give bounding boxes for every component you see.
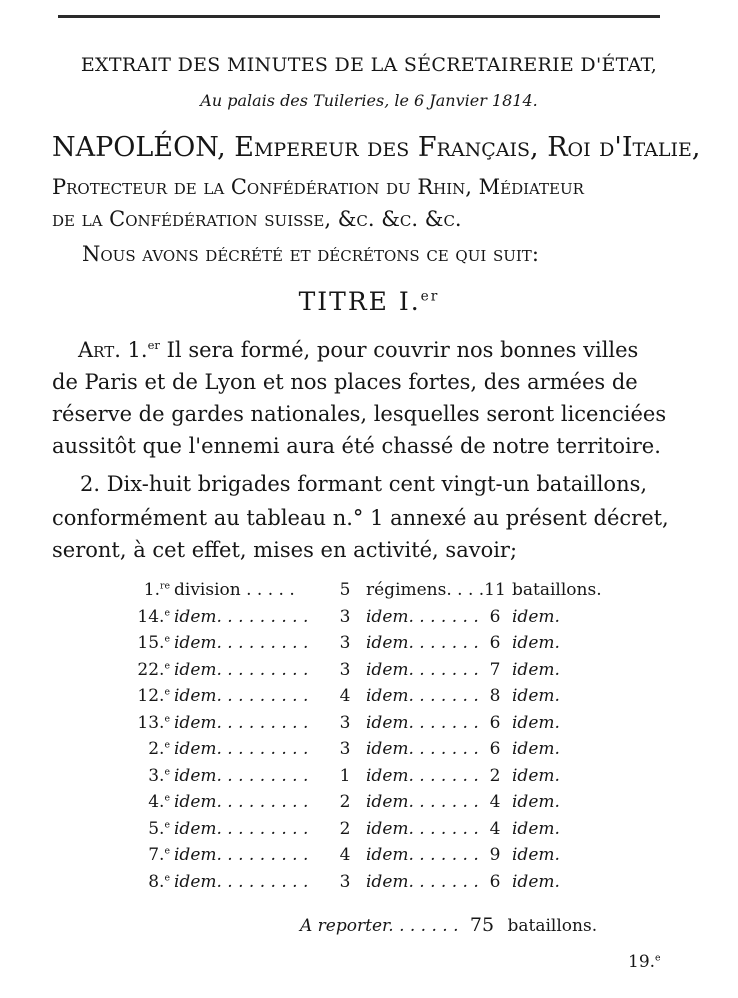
division-number [148,845,170,865]
division-label: idem. . . . . . . . . [174,818,309,839]
battalion-count: 6 [489,739,501,759]
art1-sup: er [147,338,160,352]
division-number-sup: e [164,871,170,883]
division-number-sup: re [160,580,170,592]
battalion-count: 6 [489,633,501,653]
carry-forward [300,914,597,936]
division-label: idem. . . . . . . . . [174,739,309,759]
regiment-label: régimens. . . . [366,580,485,600]
regiment-label: idem. . . . . . . [366,739,479,759]
division-number-sup: e [164,818,170,830]
division-label: idem. . . . . . . . . [174,792,309,812]
division-label: idem. . . . . . . . . [174,633,309,653]
art1-line-1 [78,338,638,362]
regiment-label: idem. . . . . . . [366,659,479,680]
battalion-count: 4 [489,818,501,839]
art1-line-1-text: Il sera formé, pour couvrir nos bonnes villes [159,338,639,362]
folio-sup: e [655,952,661,964]
regiment-label: idem. . . . . . . [366,686,479,706]
division-number [148,766,170,786]
division-number-text: 14. [137,606,165,627]
division-number-text: 7. [148,845,165,865]
folio-text: 19. [628,952,656,972]
battalion-label: idem. [512,606,560,627]
division-number-text: 1. [143,580,160,600]
regiment-count: 5 [339,580,351,600]
title-line-3: de la Confédération suisse, &c. &c. &c. [52,207,462,231]
battalion-count: 2 [489,765,501,786]
regiment-label: idem. . . . . . . [366,606,479,627]
battalion-count: 6 [489,606,501,627]
regiment-label: idem. . . . . . . [366,871,479,892]
regiment-count: 2 [339,818,351,839]
division-label: idem. . . . . . . . . [174,765,309,786]
battalion-count: 11 [484,580,506,600]
art2-line-1: 2. Dix-huit brigades formant cent vingt-un bataillons, [80,472,648,496]
division-number-text: 4. [148,792,165,812]
art2-line-2: conformément au tableau n.° 1 annexé au présent décret, [52,506,669,530]
division-label: division . . . . . [174,580,295,600]
carry-value: 75 [469,914,495,936]
division-number [137,633,170,653]
division-label: idem. . . . . . . . . [174,845,309,865]
battalion-count: 9 [489,845,501,865]
division-label: idem. . . . . . . . . [174,659,309,680]
battalion-label: idem. [512,818,560,839]
carry-unit: bataillons. [507,916,598,936]
battalion-label: idem. [512,845,560,865]
table-row [0,633,738,660]
battalion-count: 4 [489,792,501,812]
regiment-count: 4 [339,686,351,706]
regiment-label: idem. . . . . . . [366,712,479,733]
regiment-label: idem. . . . . . . [366,818,479,839]
folio-number [628,952,661,972]
battalion-label: idem. [512,739,560,759]
battalion-count: 7 [489,659,501,680]
division-number-sup: e [164,606,170,618]
division-number-sup: e [164,739,170,751]
division-number-sup: e [164,845,170,857]
division-number [148,739,170,759]
division-number [137,660,170,680]
heading: EXTRAIT DES MINUTES DE LA SÉCRETAIRERIE D'ÉTAT, [80,54,658,76]
division-label: idem. . . . . . . . . [174,686,309,706]
top-rule [58,15,660,18]
division-number-sup: e [164,686,170,698]
division-number-sup: e [164,765,170,777]
battalion-label: idem. [512,765,560,786]
table-row [0,872,738,899]
battalion-label: idem. [512,659,560,680]
division-number [137,607,170,627]
art1-line-4: aussitôt que l'ennemi aura été chassé de notre territoire. [52,434,661,458]
title-line-1: NAPOLÉON, Empereur des Français, Roi d'Italie, [52,132,701,163]
division-number-sup: e [164,659,170,671]
regiment-count: 4 [339,845,351,865]
division-number [144,580,170,600]
title-line-2: Protecteur de la Confédération du Rhin, Médiateur [52,175,584,199]
battalion-label: idem. [512,686,560,706]
table-row [0,686,738,713]
division-label: idem. . . . . . . . . [174,712,309,733]
regiment-label: idem. . . . . . . [366,792,479,812]
regiment-count: 3 [339,739,351,759]
place-date: Au palais des Tuileries, le 6 Janvier 1814. [200,91,538,110]
division-number [148,819,170,839]
battalion-count: 6 [489,712,501,733]
division-number [137,713,170,733]
battalion-label: idem. [512,712,560,733]
section-title-sup: er [420,288,440,305]
division-number-text: 15. [137,633,165,653]
table-row [0,845,738,872]
division-label: idem. . . . . . . . . [174,606,309,627]
art1-line-3: réserve de gardes nationales, lesquelles seront licenciées [52,402,667,426]
table-row [0,792,738,819]
regiment-label: idem. . . . . . . [366,765,479,786]
battalion-label: idem. [512,792,560,812]
regiment-count: 1 [339,765,351,786]
carry-label: A reporter. . . . . . . [300,916,459,936]
division-number [137,686,170,706]
art1-label: Art. 1. [78,338,148,362]
table-row [0,739,738,766]
regiment-label: idem. . . . . . . [366,845,479,865]
table-row [0,819,738,846]
division-number-text: 12. [137,686,165,706]
regiment-count: 3 [339,659,351,680]
table-row [0,713,738,740]
division-label: idem. . . . . . . . . [174,871,309,892]
table-row [0,607,738,634]
division-number-text: 13. [137,712,165,733]
section-title [0,287,738,316]
division-number-text: 2. [148,739,165,759]
section-title-text: TITRE I. [298,287,421,316]
battalion-count: 8 [489,686,501,706]
table-row [0,580,738,607]
battalion-label: idem. [512,633,560,653]
art2-line-3: seront, à cet effet, mises en activité, savoir; [52,538,518,562]
division-number-text: 8. [148,871,165,892]
table-row [0,766,738,793]
division-number-text: 22. [137,659,165,680]
division-number-sup: e [164,712,170,724]
regiment-count: 3 [339,712,351,733]
table-row [0,660,738,687]
division-number-sup: e [164,633,170,645]
division-number-sup: e [164,792,170,804]
decree-line: Nous avons décrété et décrétons ce qui suit: [82,242,539,266]
regiment-label: idem. . . . . . . [366,633,479,653]
battalion-label: idem. [512,871,560,892]
regiment-count: 2 [339,792,351,812]
regiment-count: 3 [339,633,351,653]
division-number-text: 5. [148,818,165,839]
division-number [148,872,170,892]
battalion-count: 6 [489,871,501,892]
battalion-label: bataillons. [512,580,602,600]
regiment-count: 3 [339,606,351,627]
division-number-text: 3. [148,765,165,786]
division-number [148,792,170,812]
art1-line-2: de Paris et de Lyon et nos places fortes, des armées de [52,370,638,394]
regiment-count: 3 [339,871,351,892]
